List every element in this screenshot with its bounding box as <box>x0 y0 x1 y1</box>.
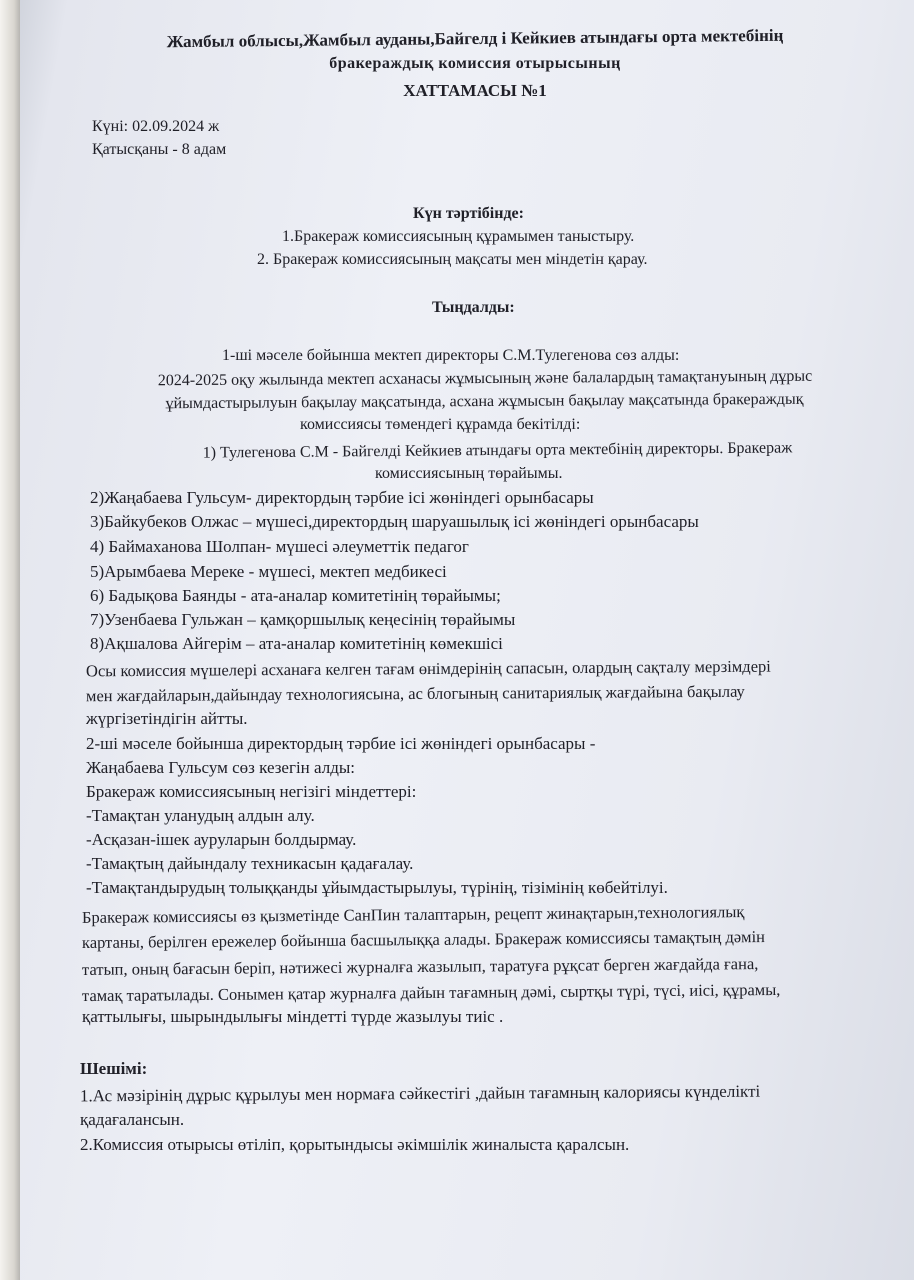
heard-intro-line: 2024-2025 оқу жылында мектеп асханасы жұмысының және балалардың тамақтануының дұрыс <box>157 367 813 390</box>
heard-intro-line: 1-ші мәселе бойынша мектеп директоры С.М.Тулегенова сөз алды: <box>222 347 680 364</box>
heard-intro-line: 1) Тулегенова С.М - Байгелді Кейкиев атындағы орта мектебінің директоры. Бракераж <box>202 439 793 462</box>
body-line: 2-ші мәселе бойынша директордың тәрбие ісі жөніндегі орынбасары - <box>86 734 596 753</box>
attendees-count: Қатысқаны - 8 адам <box>92 141 227 158</box>
body-line: Бракераж комиссиясының негізігі міндеттері: <box>86 782 417 801</box>
decision-line: 2.Комиссия отырысы өтіліп, қорытындысы әкімшілік жиналыста қаралсын. <box>80 1135 630 1154</box>
body-line: Бракераж комиссиясы өз қызметінде СанПин талаптарын, рецепт жинақтарын,технологиялық <box>81 902 745 927</box>
body-line: -Тамақтың дайындалу техникасын қадағалау. <box>86 854 414 873</box>
paper-edge <box>0 0 20 1280</box>
protocol-title: ХАТТАМАСЫ №1 <box>403 81 547 100</box>
decision-line: қадағалансын. <box>80 1110 185 1129</box>
header-line-1: Жамбыл облысы,Жамбыл ауданы,Байгелд і Кейкиев атындағы орта мектебінің <box>166 25 784 52</box>
member-line: 8)Ақшалова Айгерім – ата-аналар комитетінің көмекшісі <box>90 634 503 653</box>
body-line: -Тамақтандырудың толыққанды ұйымдастырылуы, түрінің, тізімінің көбейтілуі. <box>86 878 668 897</box>
agenda-item-1: 1.Бракераж комиссиясының құрамымен таныстыру. <box>282 228 635 245</box>
header-line-2: бракераждық комиссия отырысының <box>329 55 621 72</box>
body-line: татып, оның бағасын беріп, нәтижесі журналға жазылып, таратуға рұқсат берген жағдайда ғана, <box>81 954 759 979</box>
heard-intro-line: комиссиясының төрайымы. <box>375 465 563 482</box>
body-line: қаттылығы, шырындылығы міндетті түрде жазылуы тиіс . <box>82 1007 504 1026</box>
decision-line: 1.Ас мәзірінің дұрыс құрылуы мен нормаға сәйкестігі ,дайын тағамның калориясы күнделікті <box>79 1081 761 1106</box>
body-line: -Тамақтан уланудың алдын алу. <box>86 806 315 825</box>
heard-heading: Тыңдалды: <box>432 299 515 316</box>
body-line: тамақ таратылады. Сонымен қатар журналға дайын тағамның дәмі, сыртқы түрі, түсі, иісі, құрамы, <box>81 979 781 1006</box>
member-line: 2)Жаңабаева Гульсум- директордың тәрбие ісі жөніндегі орынбасары <box>90 488 594 507</box>
body-line: Осы комиссия мүшелері асханаға келген тағам өнімдерінің сапасын, олардың сақталу мерзімдері <box>85 656 771 681</box>
body-line: картаны, берілген ережелер бойынша басшылыққа алады. Бракераж комиссиясы тамақтың дәмін <box>81 927 766 952</box>
heard-intro-line: комиссиясы төмендегі құрамда бекітілді: <box>300 416 581 433</box>
body-line: Жаңабаева Гульсум сөз кезегін алды: <box>86 758 355 777</box>
member-line: 3)Байкубеков Олжас – мүшесі,директордың шаруашылық ісі жөніндегі орынбасары <box>90 512 699 531</box>
member-line: 7)Узенбаева Гульжан – қамқоршылық кеңесінің төрайымы <box>90 610 516 629</box>
agenda-item-2: 2. Бракераж комиссиясының мақсаты мен міндетін қарау. <box>257 251 648 268</box>
body-line: жүргізетіндігін айтты. <box>86 709 248 728</box>
member-line: 5)Арымбаева Мереке - мүшесі, мектеп медбикесі <box>90 562 447 581</box>
member-line: 6) Бадықова Баянды - ата-аналар комитетінің төрайымы; <box>90 586 501 605</box>
body-line: мен жағдайларын,дайындау технологиясына, ас блогының санитариялық жағдайына бақылау <box>85 681 745 706</box>
heard-intro-line: ұйымдастырылуын бақылау мақсатында, асхана жұмысын бақылау мақсатында бракераждық <box>165 390 804 413</box>
decision-heading: Шешімі: <box>80 1059 148 1078</box>
member-line: 4) Баймаханова Шолпан- мүшесі әлеуметтік педагог <box>90 537 469 556</box>
agenda-heading: Күн тәртібінде: <box>413 205 524 222</box>
meeting-date: Күні: 02.09.2024 ж <box>92 118 220 135</box>
body-line: -Асқазан-ішек ауруларын болдырмау. <box>86 830 357 849</box>
